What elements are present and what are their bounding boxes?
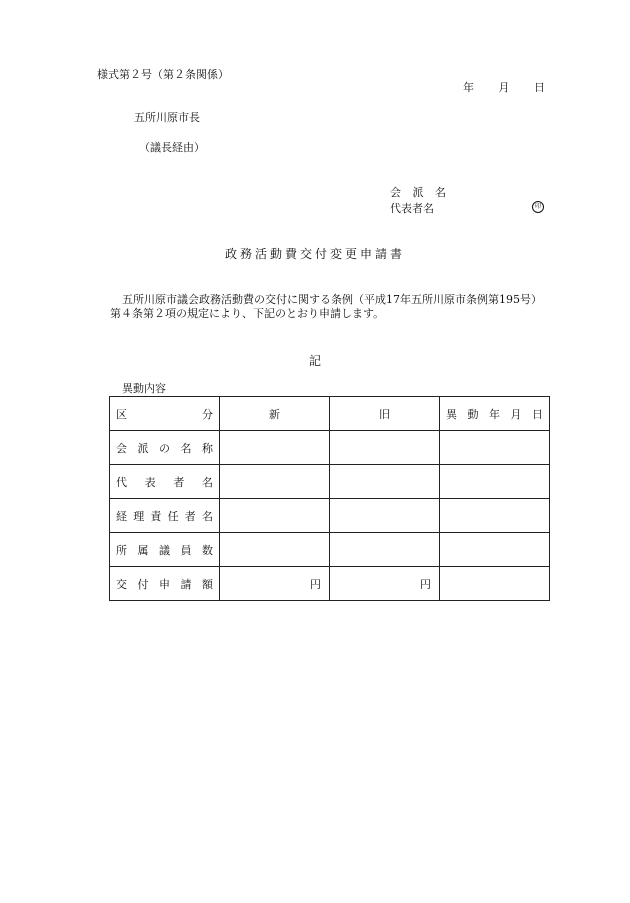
form-number: 様式第２号（第２条関係） <box>97 68 229 81</box>
table-row <box>110 567 550 601</box>
date-line <box>463 79 545 95</box>
change-date-cell[interactable] <box>440 567 550 601</box>
new-value-cell[interactable]: 円 <box>220 567 330 601</box>
row-label-char: 理 <box>133 509 145 523</box>
new-value-cell[interactable] <box>220 533 330 567</box>
row-label-char: 員 <box>180 543 192 557</box>
old-value-cell[interactable] <box>330 465 440 499</box>
addressee: 五所川原市長 <box>134 111 200 124</box>
table-header-row <box>110 397 550 431</box>
header-category-char: 分 <box>202 407 213 421</box>
seal-mark: 印 <box>532 201 544 213</box>
header-change-date-char: 異 <box>446 407 457 421</box>
row-label-char: 代 <box>116 475 127 489</box>
table-caption: 異動内容 <box>122 382 166 395</box>
old-value-cell[interactable]: 円 <box>330 567 440 601</box>
row-label <box>110 533 220 567</box>
row-label-char: 付 <box>137 577 149 591</box>
row-label-char: 派 <box>137 441 149 455</box>
row-label-char: 請 <box>180 577 192 591</box>
header-category-char: 区 <box>116 407 127 421</box>
row-label <box>110 567 220 601</box>
header-old: 旧 <box>330 397 440 431</box>
row-label-char: 経 <box>116 509 127 523</box>
row-label-char: 所 <box>116 543 127 557</box>
faction-name-label: 会 派 名 <box>390 186 450 199</box>
body-text-line-1: 五所川原市議会政務活動費の交付に関する条例（平成17年五所川原市条例第195号） <box>122 293 542 306</box>
representative-name-label: 代表者名 <box>390 202 434 215</box>
row-label-char: 者 <box>173 475 185 489</box>
row-label-char: 名 <box>201 509 213 523</box>
row-label <box>110 465 220 499</box>
row-label-char: 会 <box>116 441 127 455</box>
header-change-date-char: 月 <box>510 407 522 421</box>
header-category <box>110 397 220 431</box>
ki-heading: 記 <box>308 354 321 368</box>
row-label-char: 任 <box>167 509 179 523</box>
change-date-cell[interactable] <box>440 533 550 567</box>
row-label-char: 者 <box>184 509 196 523</box>
row-label-char: 交 <box>116 577 127 591</box>
table-row <box>110 533 550 567</box>
new-value-cell[interactable] <box>220 465 330 499</box>
row-label-char: 表 <box>144 475 156 489</box>
row-label-char: 額 <box>202 577 213 591</box>
table-row <box>110 465 550 499</box>
row-label-char: の <box>159 441 170 455</box>
row-label <box>110 431 220 465</box>
date-month: 月 <box>498 81 510 94</box>
row-label-char: 議 <box>159 543 170 557</box>
old-value-cell[interactable] <box>330 499 440 533</box>
change-date-cell[interactable] <box>440 431 550 465</box>
header-new: 新 <box>220 397 330 431</box>
document-title: 政務活動費交付変更申請書 <box>224 247 405 261</box>
new-value-cell[interactable] <box>220 431 330 465</box>
body-text-line-2: 第４条第２項の規定により、下記のとおり申請します。 <box>110 307 385 320</box>
header-change-date-char: 年 <box>489 407 500 421</box>
date-day: 日 <box>534 81 545 94</box>
change-date-cell[interactable] <box>440 499 550 533</box>
row-label-char: 申 <box>159 577 170 591</box>
new-value-cell[interactable] <box>220 499 330 533</box>
header-change-date-char: 動 <box>467 407 479 421</box>
row-label-char: 名 <box>201 475 213 489</box>
change-date-cell[interactable] <box>440 465 550 499</box>
row-label-char: 称 <box>202 441 213 455</box>
via-chairman: （議長経由） <box>139 141 205 154</box>
date-year: 年 <box>463 81 474 94</box>
row-label <box>110 499 220 533</box>
header-change-date-char: 日 <box>532 407 543 421</box>
header-change-date <box>440 397 550 431</box>
row-label-char: 属 <box>137 543 149 557</box>
row-label-char: 責 <box>150 509 162 523</box>
row-label-char: 数 <box>202 543 213 557</box>
old-value-cell[interactable] <box>330 533 440 567</box>
row-label-char: 名 <box>180 441 192 455</box>
old-value-cell[interactable] <box>330 431 440 465</box>
change-details-table <box>109 396 550 601</box>
table-row <box>110 431 550 465</box>
table-row <box>110 499 550 533</box>
